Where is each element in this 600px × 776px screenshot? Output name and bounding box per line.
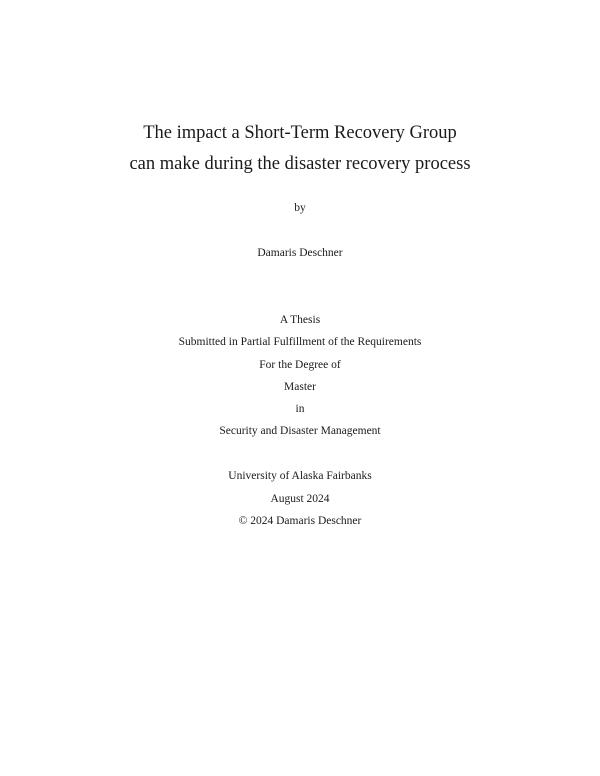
degree-connector: in (295, 403, 305, 415)
by-label: by (294, 202, 306, 214)
author-name: Damaris Deschner (257, 247, 343, 259)
degree-level: Master (284, 381, 316, 393)
title-line-2: can make during the disaster recovery process (129, 154, 471, 174)
copyright-notice: © 2024 Damaris Deschner (238, 515, 362, 527)
submission-statement: Submitted in Partial Fulfillment of the Requirements (178, 336, 422, 348)
submission-date: August 2024 (270, 493, 330, 505)
degree-intro: For the Degree of (259, 359, 341, 371)
document-type: A Thesis (279, 314, 321, 326)
title-line-1: The impact a Short-Term Recovery Group (143, 123, 457, 143)
university-name: University of Alaska Fairbanks (228, 470, 372, 482)
degree-field: Security and Disaster Management (219, 425, 381, 437)
